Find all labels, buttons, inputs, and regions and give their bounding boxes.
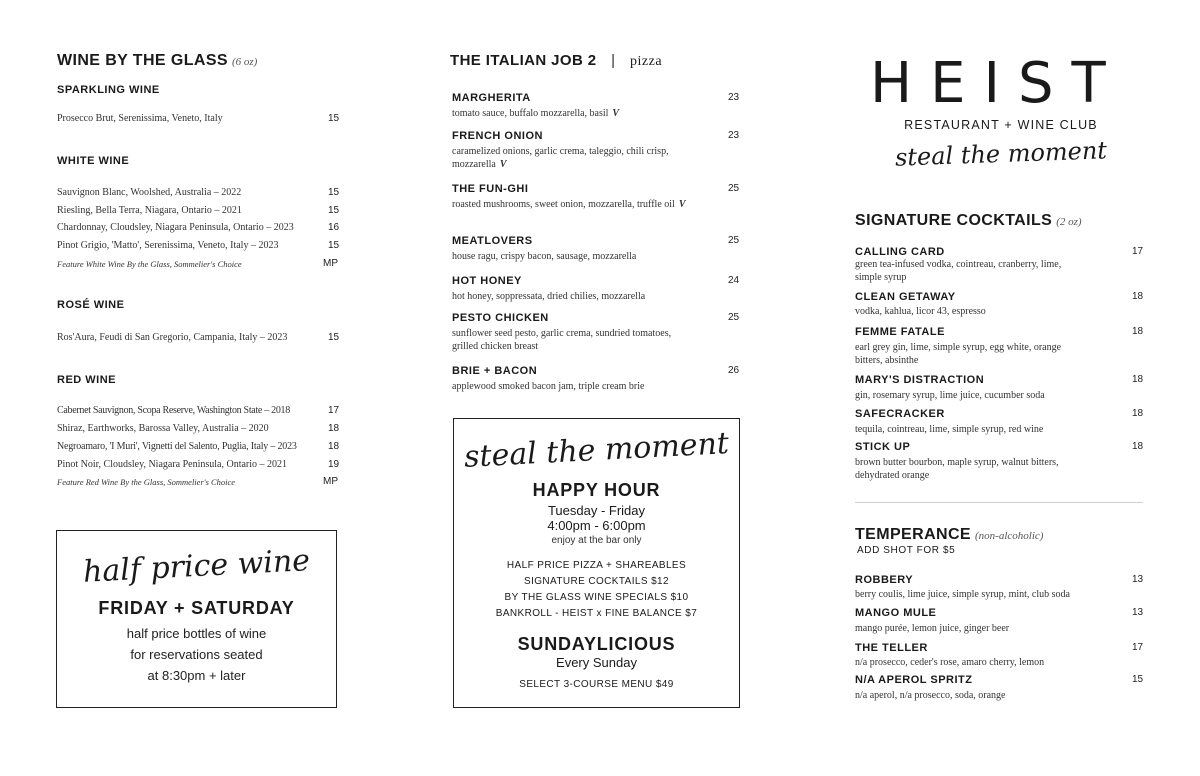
wine-price: 15	[328, 113, 340, 124]
cocktail-desc: brown butter bourbon, maple syrup, walnut bitters, dehydrated orange	[855, 457, 1059, 481]
mocktail-price: 17	[1132, 642, 1144, 653]
mocktail-name: THE TELLER	[855, 642, 928, 654]
pizza-item-desc: sunflower seed pesto, garlic crema, sundried tomatoes, grilled chicken breast	[452, 328, 672, 352]
sparkling-heading: SPARKLING WINE	[57, 84, 160, 96]
half-price-days: FRIDAY + SATURDAY	[98, 598, 295, 618]
pizza-item-price: 25	[728, 235, 740, 246]
cocktails-title-text: SIGNATURE COCKTAILS	[855, 212, 1053, 229]
temperance-title-text: TEMPERANCE	[855, 526, 972, 543]
cocktail-desc: tequila, cointreau, lime, simple syrup, red wine	[855, 424, 1044, 435]
pizza-item-desc	[452, 145, 687, 171]
cocktail-name: FEMME FATALE	[855, 326, 945, 338]
wine-price: MP	[323, 258, 338, 269]
pizza-item-desc: hot honey, soppressata, dried chilies, mozzarella	[452, 291, 646, 302]
mocktail-desc: n/a prosecco, ceder's rose, amaro cherry, lemon	[855, 657, 1045, 668]
cocktail-name: SAFECRACKER	[855, 408, 945, 420]
wine-price: 17	[328, 405, 340, 416]
pizza-item-name: BRIE + BACON	[452, 365, 538, 377]
cocktail-name: STICK UP	[855, 441, 911, 453]
happy-hour-deals	[454, 558, 739, 622]
brand-script: steal the moment	[894, 136, 1108, 172]
brand-tagline: RESTAURANT + WINE CLUB	[904, 118, 1098, 132]
cocktail-price: 17	[1132, 246, 1144, 257]
vegetarian-mark: V	[678, 199, 686, 210]
cocktail-name: CALLING CARD	[855, 246, 945, 258]
half-price-line1: half price bottles of wine	[126, 626, 267, 641]
wine-section-title	[57, 52, 257, 70]
red-heading: RED WINE	[57, 374, 116, 386]
pizza-item-price: 25	[728, 183, 740, 194]
wine-row: Prosecco Brut, Serenissima, Veneto, Italy	[57, 113, 223, 124]
wine-price: MP	[323, 476, 338, 487]
half-price-script: half price wine	[82, 543, 311, 590]
deal-item: SIGNATURE COCKTAILS $12	[524, 576, 669, 587]
wine-price: 15	[328, 205, 340, 216]
mocktail-desc: n/a aperol, n/a prosecco, soda, orange	[855, 690, 1006, 701]
happy-hour-note: enjoy at the bar only	[551, 535, 642, 546]
pizza-item-name: PESTO CHICKEN	[452, 312, 549, 324]
wine-price: 15	[328, 332, 340, 343]
happy-hour-box	[453, 418, 740, 708]
pizza-item-name: MARGHERITA	[452, 92, 531, 104]
wine-row: Chardonnay, Cloudsley, Niagara Peninsula, Ontario – 2023	[57, 222, 294, 233]
mocktail-name: MANGO MULE	[855, 607, 937, 619]
cocktail-desc: vodka, kahlua, licor 43, espresso	[855, 306, 986, 317]
deal-item: HALF PRICE PIZZA + SHAREABLES	[506, 560, 687, 571]
deal-item: BY THE GLASS WINE SPECIALS $10	[504, 592, 689, 603]
pizza-item-name: FRENCH ONION	[452, 130, 543, 142]
pizza-item-name: MEATLOVERS	[452, 235, 533, 247]
half-price-line2: for reservations seated	[130, 647, 263, 662]
wine-row: Riesling, Bella Terra, Niagara, Ontario – 2021	[57, 205, 242, 216]
mocktail-name: ROBBERY	[855, 574, 914, 586]
mocktail-name: N/A APEROL SPRITZ	[855, 674, 973, 686]
brand-logo: HEIST	[870, 51, 1124, 116]
pizza-section-title	[450, 52, 662, 70]
cocktail-price: 18	[1132, 441, 1144, 452]
wine-title-text: WINE BY THE GLASS	[57, 52, 228, 69]
sunday-title: SUNDAYLICIOUS	[517, 634, 676, 654]
wine-price: 16	[328, 222, 340, 233]
happy-hour-title: HAPPY HOUR	[532, 480, 661, 500]
vegetarian-mark: V	[499, 159, 507, 170]
pizza-item-price: 23	[728, 92, 740, 103]
cocktails-title-note: (2 oz)	[1056, 216, 1082, 228]
white-heading: WHITE WINE	[57, 155, 130, 167]
pizza-desc-text: roasted mushrooms, sweet onion, mozzarella, truffle oil	[452, 199, 675, 210]
pizza-title-subtitle: pizza	[630, 54, 663, 69]
wine-price: 15	[328, 187, 340, 198]
temperance-subtitle: ADD SHOT FOR $5	[857, 545, 956, 556]
pizza-item-price: 26	[728, 365, 740, 376]
cocktail-price: 18	[1132, 374, 1144, 385]
cocktails-section-title	[855, 212, 1082, 230]
mocktail-desc: berry coulis, lime juice, simple syrup, mint, club soda	[855, 589, 1070, 600]
happy-hour-hours: 4:00pm - 6:00pm	[547, 518, 646, 533]
deal-item: BANKROLL - HEIST x FINE BALANCE $7	[495, 608, 698, 619]
rose-heading: ROSÉ WINE	[57, 299, 125, 311]
wine-row: Shiraz, Earthworks, Barossa Valley, Australia – 2020	[57, 423, 269, 434]
wine-row: Pinot Grigio, 'Matto', Serenissima, Veneto, Italy – 2023	[57, 240, 279, 251]
pizza-item-desc	[452, 198, 687, 211]
wine-row: Pinot Noir, Cloudsley, Niagara Peninsula, Ontario – 2021	[57, 459, 288, 470]
wine-row: Ros'Aura, Feudi di San Gregorio, Campania, Italy – 2023	[57, 332, 288, 343]
pizza-item-desc: applewood smoked bacon jam, triple cream brie	[452, 381, 645, 392]
wine-row: Cabernet Sauvignon, Scopa Reserve, Washington State – 2018	[57, 405, 290, 416]
wine-price: 18	[328, 441, 340, 452]
pizza-title-divider: |	[611, 52, 616, 69]
cocktail-price: 18	[1132, 291, 1144, 302]
temperance-section-title	[855, 526, 1043, 544]
pizza-desc-text: tomato sauce, buffalo mozzarella, basil	[452, 108, 609, 119]
cocktail-price: 18	[1132, 326, 1144, 337]
wine-row: Sauvignon Blanc, Woolshed, Australia – 2022	[57, 187, 242, 198]
sunday-subtitle: Every Sunday	[556, 655, 637, 670]
cocktail-name: MARY'S DISTRACTION	[855, 374, 985, 386]
mocktail-price: 15	[1132, 674, 1144, 685]
happy-hour-days: Tuesday - Friday	[547, 503, 646, 518]
pizza-item-name: THE FUN-GHI	[452, 183, 529, 195]
cocktail-name: CLEAN GETAWAY	[855, 291, 956, 303]
pizza-item-name: HOT HONEY	[452, 275, 522, 287]
wine-title-note: (6 oz)	[231, 56, 258, 68]
happy-hour-script: steal the moment	[463, 426, 730, 475]
mocktail-desc: mango purée, lemon juice, ginger beer	[855, 623, 1010, 634]
wine-price: 15	[328, 240, 340, 251]
wine-price: 18	[328, 423, 340, 434]
half-price-line3: at 8:30pm + later	[147, 668, 246, 683]
cocktail-desc: gin, rosemary syrup, lime juice, cucumber soda	[855, 390, 1045, 401]
half-price-wine-box	[56, 530, 337, 708]
pizza-item-desc	[452, 107, 702, 120]
wine-row-feature: Feature Red Wine By the Glass, Sommelier's Choice	[57, 477, 236, 487]
pizza-item-desc: house ragu, crispy bacon, sausage, mozzarella	[452, 251, 637, 262]
sunday-deal: SELECT 3-COURSE MENU $49	[519, 679, 674, 690]
mocktail-price: 13	[1132, 607, 1144, 618]
temperance-title-note: (non-alcoholic)	[975, 530, 1044, 542]
pizza-item-price: 23	[728, 130, 740, 141]
pizza-desc-text: caramelized onions, garlic crema, taleggio, chili crisp, mozzarella	[452, 146, 669, 170]
pizza-item-price: 25	[728, 312, 740, 323]
section-divider	[855, 502, 1143, 503]
vegetarian-mark: V	[612, 108, 620, 119]
pizza-title-text: THE ITALIAN JOB 2	[450, 52, 597, 69]
cocktail-desc: green tea-infused vodka, cointreau, cranberry, lime, simple syrup	[855, 259, 1062, 283]
wine-row: Negroamaro, 'I Muri', Vignetti del Salento, Puglia, Italy – 2023	[57, 441, 297, 452]
wine-row-feature: Feature White Wine By the Glass, Sommelier's Choice	[57, 259, 242, 269]
pizza-item-price: 24	[728, 275, 740, 286]
cocktail-desc: earl grey gin, lime, simple syrup, egg white, orange bitters, absinthe	[855, 342, 1062, 366]
wine-price: 19	[328, 459, 340, 470]
mocktail-price: 13	[1132, 574, 1144, 585]
cocktail-price: 18	[1132, 408, 1144, 419]
